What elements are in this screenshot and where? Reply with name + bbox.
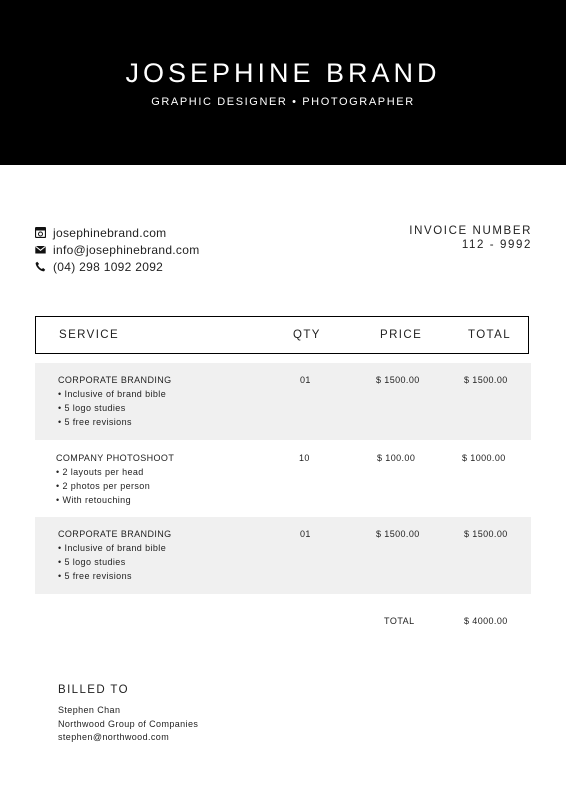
- total-cell: $ 1500.00: [464, 529, 508, 539]
- service-title: COMPANY PHOTOSHOOT: [56, 453, 175, 463]
- service-title: CORPORATE BRANDING: [58, 375, 172, 385]
- col-qty: QTY: [293, 329, 321, 341]
- table-header: [35, 316, 529, 354]
- service-detail: • With retouching: [56, 495, 131, 505]
- contact-phone: [35, 258, 200, 275]
- col-price: PRICE: [380, 329, 423, 341]
- service-cell: [58, 375, 172, 427]
- service-detail: • 5 free revisions: [58, 417, 132, 427]
- table-row: [35, 440, 531, 517]
- invoice-header: [0, 0, 566, 165]
- service-title: CORPORATE BRANDING: [58, 529, 172, 539]
- invoice-number-label: INVOICE NUMBER: [409, 225, 532, 237]
- brand-name: JOSEPHINE BRAND: [125, 58, 441, 88]
- contact-block: [35, 224, 200, 275]
- mail-icon: [35, 244, 46, 255]
- phone-icon: [35, 261, 46, 272]
- web-icon: [35, 227, 46, 238]
- col-total: TOTAL: [468, 329, 511, 341]
- billed-to-heading: BILLED TO: [58, 684, 129, 696]
- col-service: SERVICE: [59, 329, 120, 341]
- brand-tagline: GRAPHIC DESIGNER • PHOTOGRAPHER: [151, 96, 415, 108]
- qty-cell: 01: [300, 529, 311, 539]
- service-detail: • 2 photos per person: [56, 481, 151, 491]
- total-cell: $ 1000.00: [462, 453, 506, 463]
- website-text[interactable]: josephinebrand.com: [53, 225, 167, 240]
- qty-cell: 01: [300, 375, 311, 385]
- total-cell: $ 1500.00: [464, 375, 508, 385]
- billed-company: Northwood Group of Companies: [58, 719, 199, 729]
- table-row: [35, 517, 531, 594]
- qty-cell: 10: [299, 453, 310, 463]
- service-detail: • 2 layouts per head: [56, 467, 144, 477]
- service-detail: • Inclusive of brand bible: [58, 389, 167, 399]
- service-detail: • 5 logo studies: [58, 403, 126, 413]
- service-detail: • 5 free revisions: [58, 571, 132, 581]
- invoice-number: 112 - 9992: [461, 239, 532, 251]
- price-cell: $ 100.00: [377, 453, 416, 463]
- table-row: [35, 363, 531, 440]
- phone-text[interactable]: (04) 298 1092 2092: [53, 259, 164, 274]
- price-cell: $ 1500.00: [376, 375, 420, 385]
- price-cell: $ 1500.00: [376, 529, 420, 539]
- grand-total-label: TOTAL: [384, 616, 415, 626]
- contact-email: [35, 241, 200, 258]
- service-cell: [58, 529, 172, 581]
- service-detail: • 5 logo studies: [58, 557, 126, 567]
- contact-website: [35, 224, 200, 241]
- billed-name: Stephen Chan: [58, 705, 121, 715]
- billed-email[interactable]: stephen@northwood.com: [58, 732, 170, 742]
- email-text[interactable]: info@josephinebrand.com: [53, 242, 200, 257]
- service-cell: [56, 453, 174, 505]
- service-detail: • Inclusive of brand bible: [58, 543, 167, 553]
- grand-total-value: $ 4000.00: [464, 616, 508, 626]
